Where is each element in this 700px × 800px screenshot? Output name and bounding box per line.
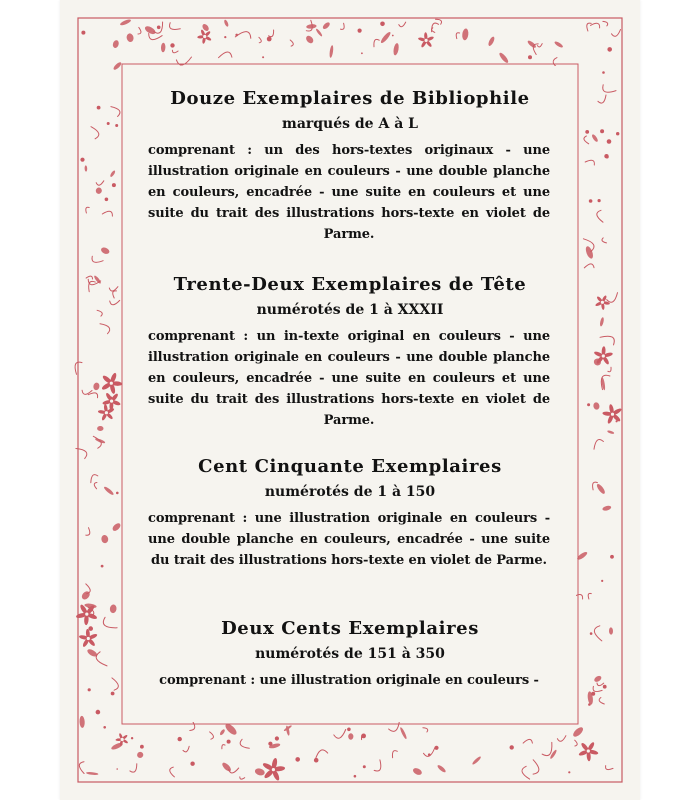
section-heading: Trente-Deux Exemplaires de Tête [173, 274, 527, 295]
section-subheading: numérotés de 151 à 350 [255, 646, 445, 662]
section-subheading: numérotés de 1 à 150 [264, 484, 436, 500]
section-description: comprenant : une illustration originale en couleurs - une double planche en couleurs, encadrée - une suite du trait des illustrations hors-texte en violet de Parme. [148, 511, 550, 568]
section-subheading: numérotés de 1 à XXXII [256, 302, 444, 318]
section-description: comprenant : une illustration originale en couleurs - [159, 673, 539, 688]
section-heading: Cent Cinquante Exemplaires [198, 456, 502, 477]
section-deux-cents [124, 618, 576, 691]
section-heading: Douze Exemplaires de Bibliophile [170, 88, 530, 109]
book-page [60, 0, 640, 800]
section-heading: Deux Cents Exemplaires [221, 618, 479, 639]
section-cent-cinquante [124, 456, 576, 571]
section-description: comprenant : un des hors-textes originaux - une illustration originale en couleurs - une double planche en couleurs, encadrée - une suite en couleurs et une suite du trait des illustrations hors-texte en violet de Parme. [148, 143, 550, 242]
text-panel [124, 66, 576, 722]
section-subheading: marqués de A à L [282, 116, 418, 132]
section-tete [124, 274, 576, 431]
section-bibliophile [124, 88, 576, 245]
section-description: comprenant : un in-texte original en couleurs - une illustration originale en couleurs - une double planche en couleurs, encadrée - une suite en couleurs et une suite du trait des illustrations hors-texte en violet de Parme. [148, 329, 550, 428]
